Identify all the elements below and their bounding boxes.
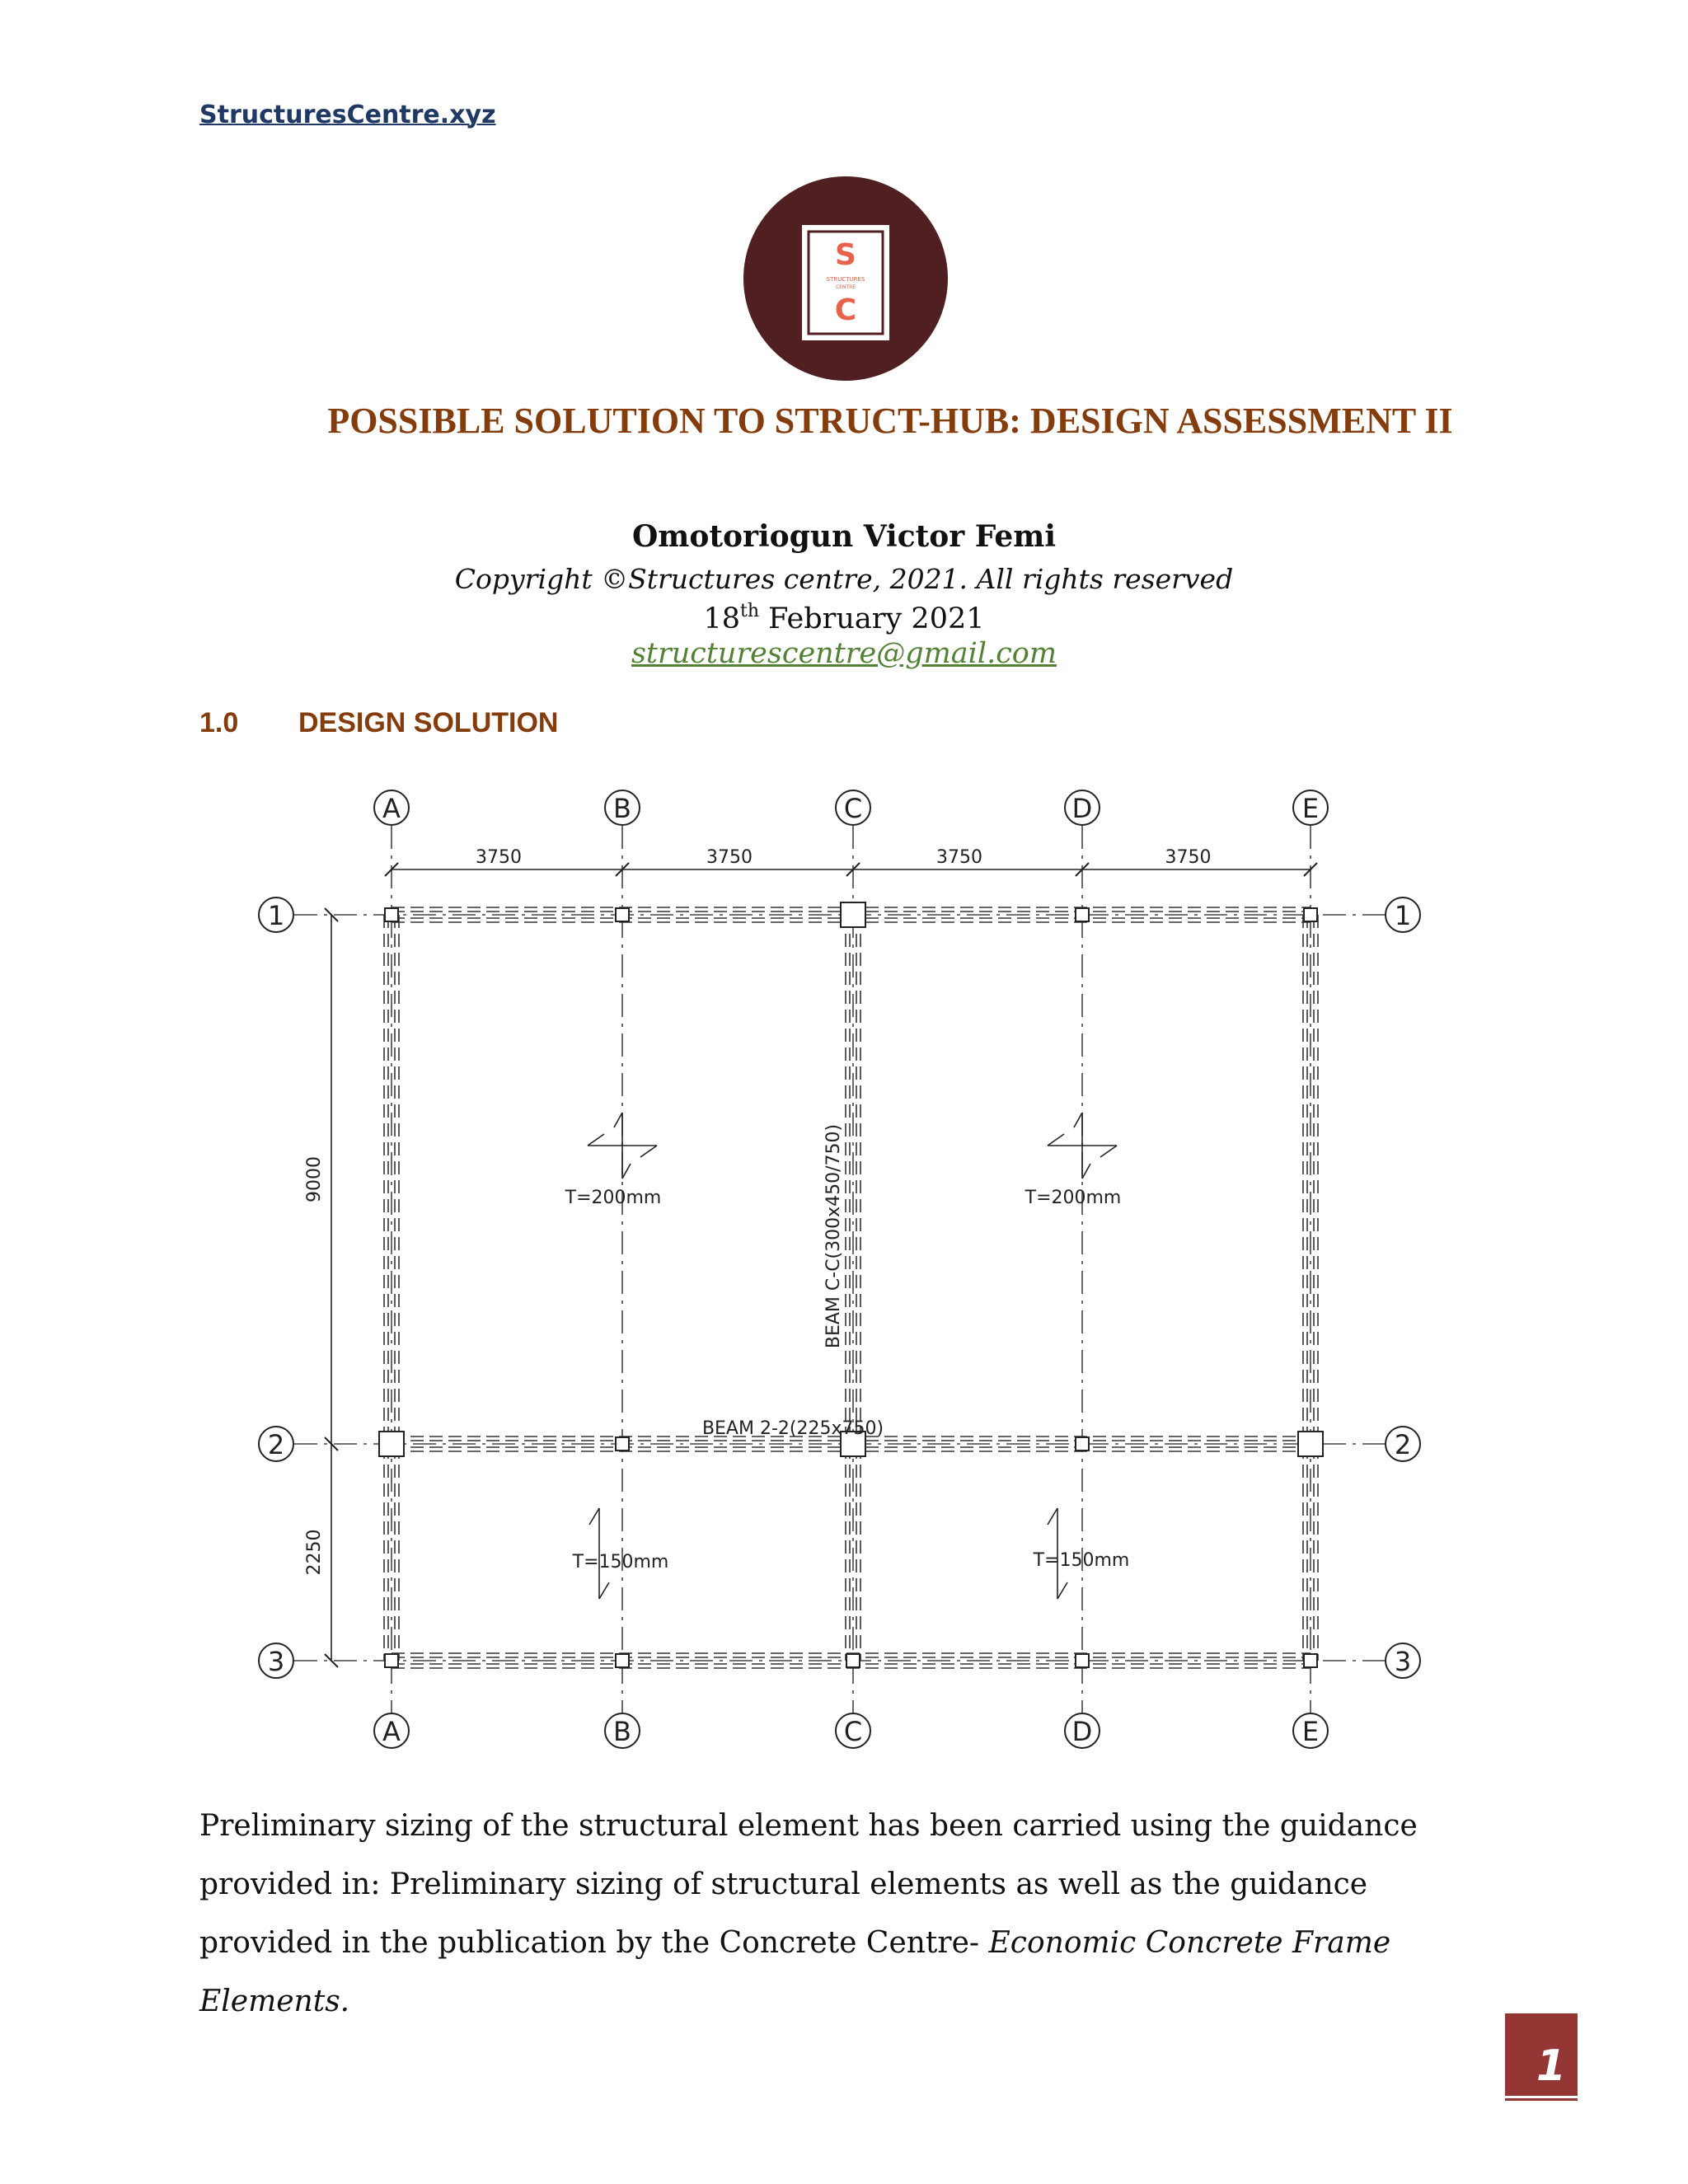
slab-span-symbol-ab-arrow-left xyxy=(588,1134,604,1146)
page-number-rule xyxy=(1505,2098,1578,2101)
grid-label-row-3-right: 3 xyxy=(1394,1646,1412,1677)
beam-c-label: BEAM C-C(300x450/750) xyxy=(823,1123,844,1349)
span-dimension-0: 3750 xyxy=(476,847,522,868)
column-e2 xyxy=(1298,1432,1323,1456)
grid-label-c-bottom: C xyxy=(843,1716,863,1747)
logo-letter-s: S xyxy=(835,238,856,272)
span-dimension-3: 3750 xyxy=(1165,847,1212,868)
span-dimension-2: 3750 xyxy=(936,847,982,868)
vertical-dimension-0: 9000 xyxy=(304,1156,325,1202)
logo-text-line1: STRUCTURES xyxy=(826,276,865,283)
author-name: Omotoriogun Victor Femi xyxy=(631,519,1057,554)
column-a2 xyxy=(379,1432,404,1456)
page-number-box xyxy=(1505,2013,1578,2096)
slab-thickness-label-2: T=150mm xyxy=(572,1552,669,1572)
structures-centre-logo xyxy=(743,176,949,382)
column-d1 xyxy=(1076,908,1089,921)
contact-email-link[interactable]: structurescentre@gmail.com xyxy=(631,637,1057,670)
section-title: DESIGN SOLUTION xyxy=(298,707,559,738)
grid-label-e-bottom: E xyxy=(1301,1716,1320,1747)
grid-label-row-2-left: 2 xyxy=(267,1429,285,1460)
slab-thickness-label-3: T=150mm xyxy=(1033,1550,1130,1571)
slab-span-symbol-cd-arrow-left xyxy=(1048,1134,1064,1146)
grid-label-row-3-left: 3 xyxy=(267,1646,285,1677)
copyright-notice: Copyright ©Structures centre, 2021. All rights reserved xyxy=(454,563,1234,595)
slab-span-symbol-cd-arrow-right xyxy=(1100,1146,1117,1157)
slab-span-symbol-ab-arrow-right xyxy=(640,1146,657,1157)
logo-text-line2: CENTRE xyxy=(835,284,856,290)
column-c3 xyxy=(846,1654,860,1667)
slab-span-symbol-ab-lower-arrow-top xyxy=(589,1508,599,1525)
body-paragraph-text: Preliminary sizing of the structural element has been carried using the guidance provided in: Preliminary sizing of structural elements as well as the guidance provided in the publication by the Concrete Centre- xyxy=(199,1809,1418,1960)
grid-label-row-1-right: 1 xyxy=(1394,900,1412,931)
vertical-dimension-1: 2250 xyxy=(304,1529,325,1576)
grid-label-row-1-left: 1 xyxy=(267,900,285,931)
column-b1 xyxy=(616,908,629,921)
slab-span-symbol-ab-lower-arrow-bottom xyxy=(599,1582,609,1599)
span-dimension-1: 3750 xyxy=(706,847,753,868)
page-number: 1 xyxy=(1536,2041,1566,2091)
date-day: 18 xyxy=(703,602,741,635)
site-header-link[interactable]: StructuresCentre.xyz xyxy=(199,101,496,129)
grid-label-a-bottom: A xyxy=(382,1716,401,1747)
slab-span-symbol-ab-arrow-bottom xyxy=(622,1164,631,1179)
grid-label-b-bottom: B xyxy=(613,1716,631,1747)
column-a3 xyxy=(385,1654,398,1667)
grid-label-row-2-right: 2 xyxy=(1394,1429,1412,1460)
column-c1 xyxy=(841,902,865,927)
slab-span-symbol-cd-lower-arrow-bottom xyxy=(1057,1582,1067,1599)
grid-label-b-top: B xyxy=(613,793,631,824)
grid-label-e-top: E xyxy=(1301,793,1320,824)
date-month-year: February 2021 xyxy=(759,602,985,635)
beam-2-label: BEAM 2-2(225x750) xyxy=(701,1418,884,1439)
column-d3 xyxy=(1076,1654,1089,1667)
date-suffix: th xyxy=(740,601,760,621)
slab-span-symbol-cd-lower-arrow-top xyxy=(1048,1508,1057,1525)
slab-span-symbol-cd-arrow-bottom xyxy=(1082,1164,1090,1179)
slab-thickness-label-1: T=200mm xyxy=(1025,1188,1122,1208)
column-b2 xyxy=(616,1437,629,1451)
grid-label-a-top: A xyxy=(382,793,401,824)
grid-label-c-top: C xyxy=(843,793,863,824)
grid-label-d-bottom: D xyxy=(1071,1716,1093,1747)
document-date xyxy=(0,601,1688,635)
floor-plan-drawing xyxy=(239,775,1451,1764)
slab-thickness-label-0: T=200mm xyxy=(565,1188,662,1208)
body-paragraph-italic: Economic Concrete Frame Elements. xyxy=(199,1926,1391,2018)
column-a1 xyxy=(385,908,398,921)
grid-label-d-top: D xyxy=(1071,793,1093,824)
slab-span-symbol-cd-arrow-top xyxy=(1074,1113,1082,1127)
column-e3 xyxy=(1304,1654,1317,1667)
column-b3 xyxy=(616,1654,629,1667)
body-paragraph xyxy=(199,1797,1502,2031)
section-number: 1.0 xyxy=(199,707,239,738)
column-d2 xyxy=(1076,1437,1089,1451)
column-e1 xyxy=(1304,908,1317,921)
document-title: POSSIBLE SOLUTION TO STRUCT-HUB: DESIGN ASSESSMENT II xyxy=(327,401,1453,441)
slab-span-symbol-ab-arrow-top xyxy=(614,1113,622,1127)
section-heading xyxy=(199,707,558,739)
logo-letter-c: C xyxy=(834,293,857,327)
